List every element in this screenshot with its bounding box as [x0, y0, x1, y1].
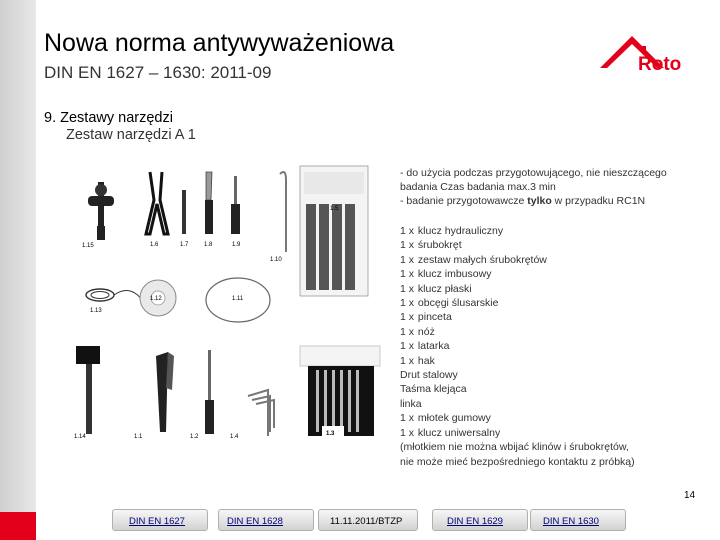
list-item: [400, 397, 700, 411]
small-screwdriver-set-icon: [300, 346, 380, 438]
item-name: zestaw małych śrubokrętów: [417, 253, 547, 266]
knife-icon: [205, 172, 213, 234]
pipe-wrench-icon: [156, 352, 174, 432]
list-item: [400, 382, 700, 396]
label-1-4: 1.4: [230, 434, 239, 440]
item-name: śrubokręt: [417, 239, 462, 252]
label-1-1: 1.1: [134, 434, 143, 440]
item-qty: 1 x: [400, 412, 415, 425]
label-1-15: 1.15: [82, 243, 94, 249]
hex-keys-icon: [248, 390, 274, 436]
list-item: [400, 411, 700, 425]
label-1-2: 1.2: [190, 434, 199, 440]
item-name: młotek gumowy: [417, 412, 491, 425]
label-1-3: 1.3: [326, 431, 335, 437]
list-item: [400, 426, 700, 440]
label-1-14: 1.14: [74, 434, 86, 440]
item-name: linka: [400, 397, 422, 410]
footer-nav: [0, 478, 720, 540]
item-name: Drut stalowy: [400, 369, 458, 382]
left-decor-bar: [0, 0, 36, 540]
list-item: [400, 325, 700, 339]
label-1-7: 1.7: [180, 242, 189, 248]
page-title: Nowa norma antywyważeniowa: [44, 29, 395, 57]
item-name: hak: [417, 354, 435, 367]
item-name: pinceta: [417, 311, 452, 324]
label-1-13: 1.13: [90, 308, 102, 314]
tools-photo: [62, 160, 398, 445]
description-emphasis: tylko: [527, 195, 552, 207]
wire-coil-icon: [86, 289, 142, 301]
label-1-9: 1.9: [232, 242, 241, 248]
wrench-set-icon: [300, 166, 368, 296]
label-1-8: 1.8: [204, 242, 213, 248]
description-line-2: [400, 194, 700, 208]
label-1-5: 1.5: [330, 206, 339, 212]
item-qty: 1 x: [400, 426, 415, 439]
description-line-2-text: - badanie przygotowawcze: [400, 195, 528, 207]
list-item: [400, 238, 700, 252]
list-item: [400, 368, 700, 382]
item-name: nóż: [417, 325, 435, 338]
item-name: klucz płaski: [417, 282, 472, 295]
label-1-11: 1.11: [232, 296, 244, 302]
item-qty: 1 x: [400, 268, 415, 281]
list-item: [400, 339, 700, 353]
item-qty: 1 x: [400, 297, 415, 310]
item-qty: 1 x: [400, 253, 415, 266]
item-qty: 1 x: [400, 282, 415, 295]
roto-logo: [596, 28, 692, 74]
list-item: [400, 253, 700, 267]
logo-text: Roto: [638, 54, 682, 74]
item-qty: 1 x: [400, 325, 415, 338]
item-qty: 1 x: [400, 225, 415, 237]
item-name: klucz imbusowy: [417, 268, 492, 281]
list-item: [400, 282, 700, 296]
long-screwdriver-icon: [205, 350, 214, 434]
label-1-12: 1.12: [150, 296, 162, 302]
item-qty: 1 x: [400, 340, 415, 353]
label-1-10: 1.10: [270, 257, 282, 263]
item-name: Taśma klejąca: [400, 383, 467, 396]
item-qty: 1 x: [400, 354, 415, 367]
description: [400, 166, 700, 208]
description-line-2-suffix: w przypadku RC1N: [551, 195, 646, 207]
item-name: klucz uniwersalny: [417, 426, 501, 439]
label-1-6: 1.6: [150, 242, 159, 248]
footer-date: 11.11.2011/BTZP: [330, 516, 403, 527]
rubber-hammer-icon: [76, 346, 100, 434]
hydraulic-key-icon: [88, 182, 114, 240]
screwdriver-icon: [231, 176, 240, 234]
item-qty: 1 x: [400, 239, 415, 252]
item-qty: 1 x: [400, 311, 415, 324]
list-item: [400, 296, 700, 310]
description-line-1: - do użycia podczas przygotowującego, nie nieszczącego badania Czas badania max.3 min: [400, 167, 667, 193]
pliers-icon: [146, 172, 168, 234]
link-din-en-1630[interactable]: DIN EN 1630: [543, 516, 599, 527]
tweezers-icon: [182, 190, 186, 234]
item-name: klucz hydrauliczny: [417, 225, 504, 237]
item-name: obcęgi ślusarskie: [417, 297, 499, 310]
list-item: [400, 310, 700, 324]
list-item: [400, 224, 700, 238]
section-heading: 9. Zestawy narzędzi: [44, 110, 173, 126]
item-name: latarka: [417, 340, 450, 353]
note-line-2: nie może mieć bezpośredniego kontaktu z próbką): [400, 455, 635, 468]
link-din-en-1628[interactable]: DIN EN 1628: [227, 516, 283, 527]
list-item: [400, 267, 700, 281]
list-item: [400, 354, 700, 368]
note-line-1: (młotkiem nie można wbijać klinów i śrubokrętów,: [400, 441, 629, 454]
page-number: 14: [684, 490, 696, 501]
link-din-en-1627[interactable]: DIN EN 1627: [129, 516, 185, 527]
page-subtitle: DIN EN 1627 – 1630: 2011-09: [44, 63, 272, 82]
link-din-en-1629[interactable]: DIN EN 1629: [447, 516, 503, 527]
section-subheading: Zestaw narzędzi A 1: [66, 127, 196, 143]
tool-list: [400, 224, 700, 469]
hook-icon: [280, 172, 286, 252]
